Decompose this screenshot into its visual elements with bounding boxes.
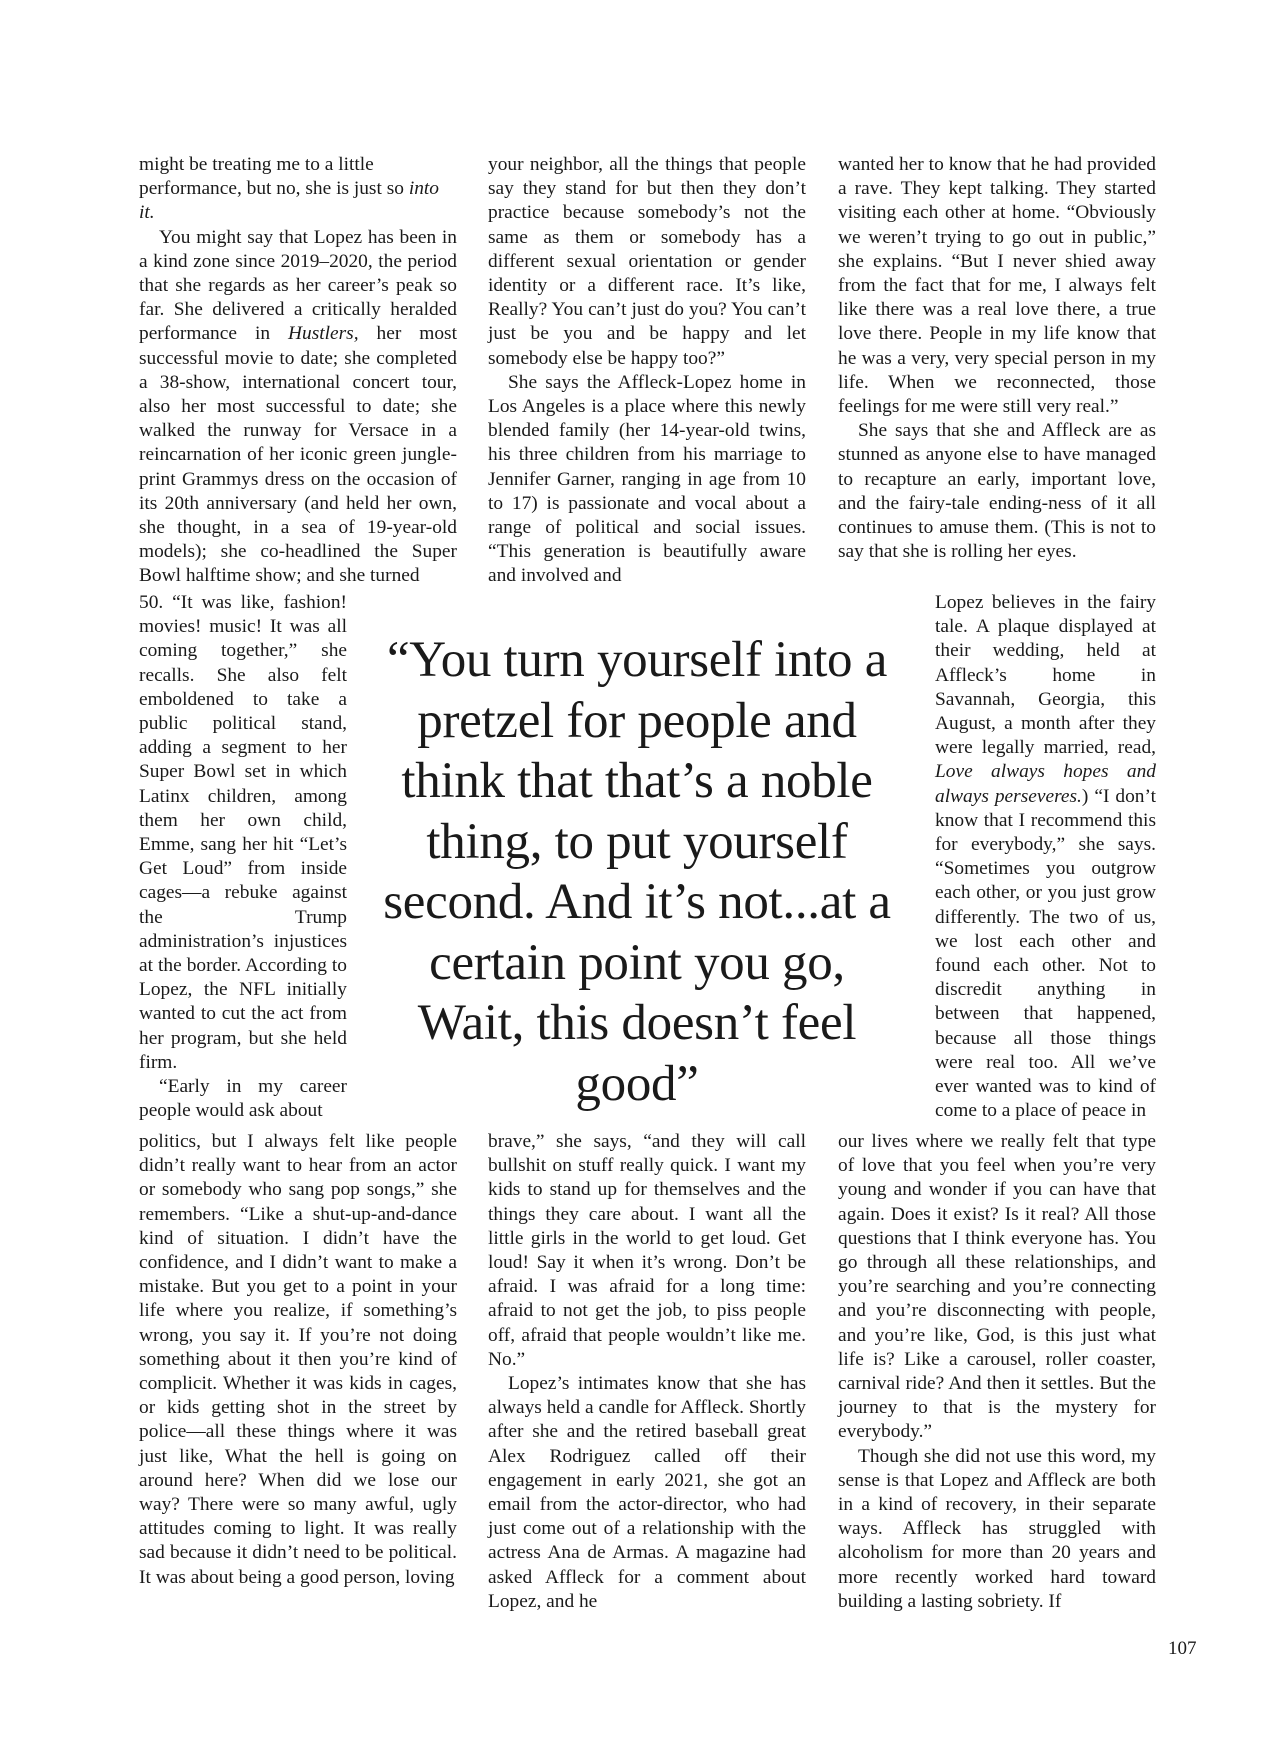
paragraph: 50. “It was like, fashion! movies! music! It was all coming together,” she recalls. She also felt emboldened to take a public political stand, adding a segment to her Super Bowl set in which Latinx children, among them her own child, Emme, sang her hit “Let’s Get Loud” from inside cages—a rebuke against the Trump administration’s injustices at the border. According to Lopez, the NFL initially wanted to cut the act from her program, but she held firm. — [139, 592, 347, 1073]
paragraph — [139, 153, 457, 226]
page-number: 107 — [1168, 1638, 1197, 1659]
paragraph: our lives where we really felt that type of love that you feel when you’re very young and wonder if you can have that again. Does it exist? Is it real? All those questions that I think everyone has. You go through all these relationships, and you’re searching and you’re connecting and you’re disconnecting with people, and you’re like, God, is this just what life is? Like a carousel, roller coaster, carnival ride? And then it settles. But the journey to that is the mystery for everybody.” — [838, 1131, 1156, 1443]
paragraph: Lopez’s intimates know that she has always held a candle for Affleck. Shortly after she and the retired baseball great Alex Rodriguez called off their engagement in early 2021, she got an email from the actor-director, who had just come out of a relationship with the actress Ana de Armas. A magazine had asked Affleck for a comment about Lopez, and he — [488, 1373, 806, 1612]
paragraph: your neighbor, all the things that people say they stand for but then they don’t practice because somebody’s not the same as them or somebody has a different sexual orientation or gender identity or a different race. It’s like, Really? You can’t just do you? You can’t just be you and be happy and let somebody else be happy too?” — [488, 154, 806, 369]
body-text: her most successful movie to date; she completed a 38-show, international concert tour, also her most successful to date; she walked the runway for Versace in a reincarnation of her iconic green jungle-print Grammys dress on the occasion of its 20th anniversary (and held her own, she thought, in a sea of 19-year-old models); she co-headlined the Super Bowl halftime show; and she turned — [139, 323, 457, 587]
body-text: Lopez believes in the fairy tale. A plaque displayed at their wedding, held at Affleck’s home in Savannah, Georgia, this August, a month after they were legally married, read, — [935, 592, 1156, 759]
italic-text: Love always hopes and always perseveres. — [935, 761, 1156, 807]
pull-quote: “You turn yourself into a pretzel for people and think that that’s a noble thing, to put yourself second. And it’s not...at a certain point you go, Wait, this doesn’t feel good” — [383, 632, 891, 1112]
paragraph — [139, 226, 457, 589]
column-2-bottom — [488, 1130, 806, 1614]
column-3-bottom — [838, 1130, 1156, 1614]
column-3-middle — [935, 591, 1156, 1123]
column-1-middle — [139, 591, 347, 1123]
paragraph: wanted her to know that he had provided a rave. They kept talking. They started visiting each other at home. “Obviously we weren’t trying to go out in public,” she explains. “But I never shied away from the fact that for me, I always felt like there was a real love there, a true love there. People in my life know that he was a very, very special person in my life. When we reconnected, those feelings for me were still very real.” — [838, 154, 1156, 418]
paragraph: “Early in my career people would ask about — [139, 1076, 347, 1122]
italic-text: into it. — [139, 178, 439, 224]
paragraph: She says the Affleck-Lopez home in Los Angeles is a place where this newly blended family (her 14-year-old twins, his three children from his marriage to Jennifer Garner, ranging in age from 10 to 17) is passionate and vocal about a range of political and social issues. “This generation is beautifully aware and involved and — [488, 371, 806, 587]
column-1-top — [139, 153, 457, 589]
column-3-top — [838, 153, 1156, 564]
paragraph: She says that she and Affleck are as stunned as anyone else to have managed to recapture an early, important love, and the fairy-tale ending-ness of it all continues to amuse them. (This is not to say that she is rolling her eyes. — [838, 420, 1156, 563]
body-text: might be treating me to a little performance, but no, she is just so — [139, 154, 409, 200]
paragraph: brave,” she says, “and they will call bullshit on stuff really quick. I want my kids to stand up for themselves and the things they care about. I want all the little girls in the world to get loud. Get loud! Say it when it’s wrong. Don’t be afraid. I was afraid for a long time: afraid to not get the job, to piss people off, afraid that people wouldn’t like me. No.” — [488, 1131, 806, 1370]
body-text: ) “I don’t know that I recommend this for everybody,” she says. “Sometimes you outgrow each other, or you just grow differently. The two of us, we lost each other and found each other. Not to discredit anything in between that happened, because all those things were real too. All we’ve ever wanted was to kind of come to a place of peace in — [935, 785, 1156, 1122]
body-text: You might say that Lopez has been in a kind zone since 2019–2020, the period that she regards as her career’s peak so far. She delivered a critically heralded performance in — [139, 226, 457, 345]
column-2-top — [488, 153, 806, 589]
paragraph — [935, 591, 1156, 1123]
column-1-bottom — [139, 1130, 457, 1590]
paragraph: politics, but I always felt like people didn’t really want to hear from an actor or somebody who sang pop songs,” she remembers. “Like a shut-up-and-dance kind of situation. I didn’t have the confidence, and I didn’t want to make a mistake. But you get to a point in your life where you realize, if something’s wrong, you say it. If you’re not doing something about it then you’re kind of complicit. Whether it was kids in cages, or kids getting shot in the street by police—all these things where it was just like, What the hell is going on around here? When did we lose our way? There were so many awful, ugly attitudes coming to light. It was really sad because it didn’t need to be political. It was about being a good person, loving — [139, 1131, 457, 1588]
italic-text: Hustlers, — [288, 323, 359, 345]
paragraph: Though she did not use this word, my sense is that Lopez and Affleck are both in a kind of recovery, in their separate ways. Affleck has struggled with alcoholism for more than 20 years and more recently worked hard toward building a lasting sobriety. If — [838, 1445, 1156, 1612]
